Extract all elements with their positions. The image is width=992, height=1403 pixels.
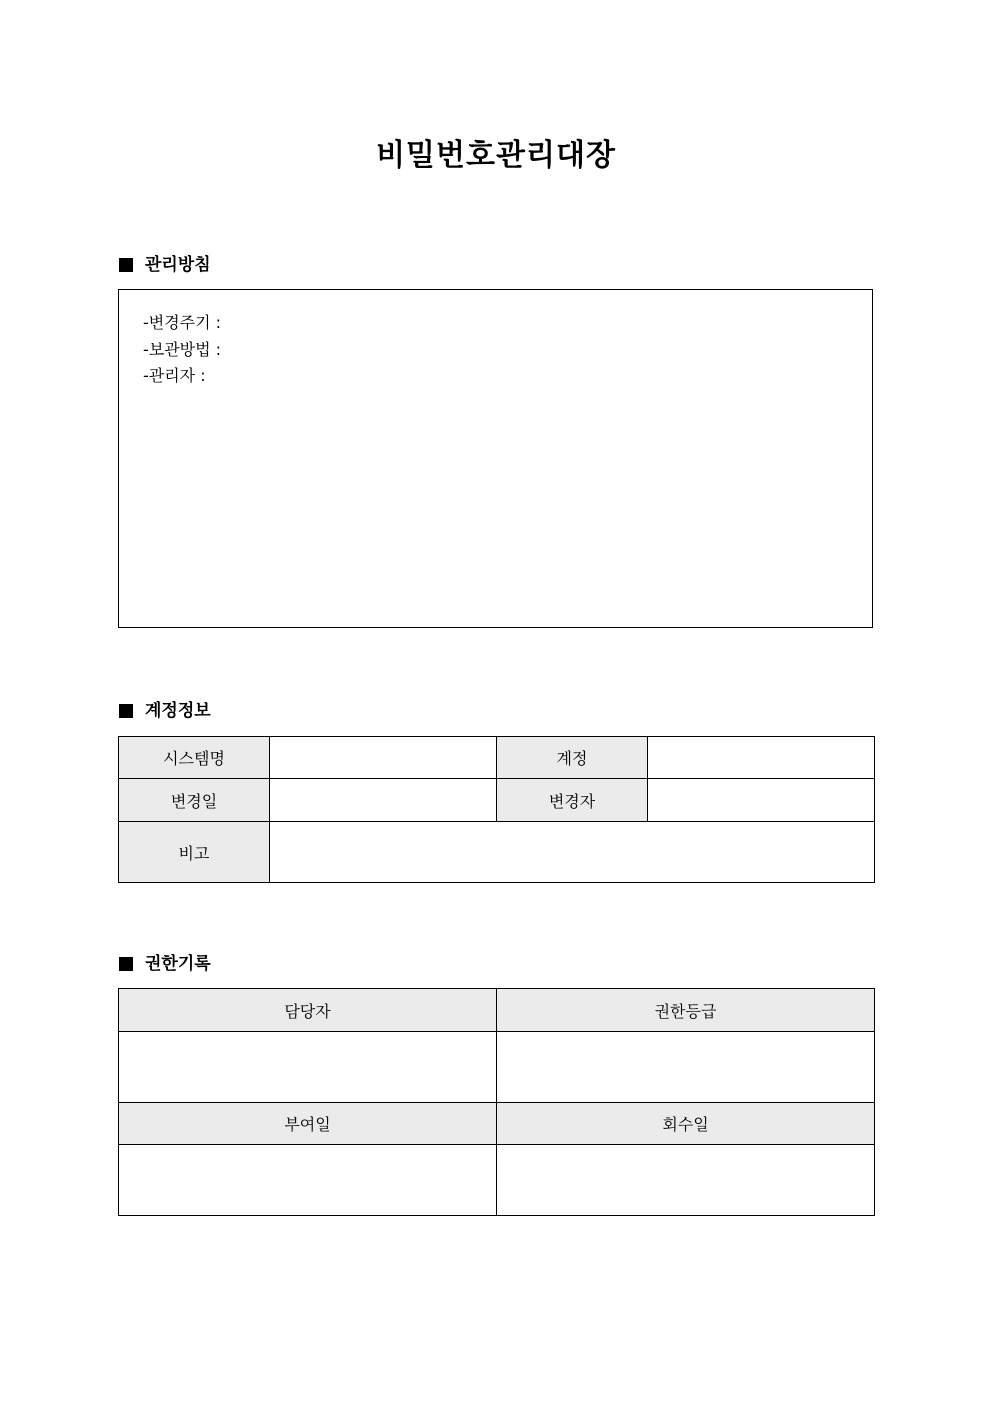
- account-label: 계정: [497, 737, 648, 779]
- account-info-table: [118, 736, 875, 883]
- square-bullet-icon: [119, 957, 133, 971]
- section-heading-account: [119, 699, 211, 723]
- change-date-field[interactable]: [270, 779, 497, 822]
- table-row: [119, 822, 875, 883]
- table-row: [119, 779, 875, 822]
- manager-field[interactable]: [119, 1032, 497, 1103]
- section-heading-policy-label: 관리방침: [145, 255, 211, 275]
- remarks-label: 비고: [119, 822, 270, 883]
- change-date-label: 변경일: [119, 779, 270, 822]
- changer-field[interactable]: [648, 779, 875, 822]
- table-row: [119, 989, 875, 1032]
- grant-date-field[interactable]: [119, 1145, 497, 1216]
- table-row: [119, 737, 875, 779]
- policy-line-change-cycle: -변경주기 :: [143, 313, 222, 332]
- remarks-field[interactable]: [270, 822, 875, 883]
- permission-record-table: [118, 988, 875, 1216]
- section-heading-permission: [119, 952, 211, 976]
- square-bullet-icon: [119, 258, 133, 272]
- table-row: [119, 1032, 875, 1103]
- document-title: 비밀번호관리대장: [376, 138, 616, 173]
- section-heading-account-label: 계정정보: [145, 701, 211, 721]
- section-heading-policy: [119, 253, 211, 277]
- section-heading-permission-label: 권한기록: [145, 954, 211, 974]
- policy-line-manager: -관리자 :: [143, 366, 206, 385]
- policy-box[interactable]: [118, 289, 873, 628]
- table-row: [119, 1145, 875, 1216]
- system-name-label: 시스템명: [119, 737, 270, 779]
- square-bullet-icon: [119, 704, 133, 718]
- permission-level-field[interactable]: [497, 1032, 875, 1103]
- account-field[interactable]: [648, 737, 875, 779]
- manager-label: 담당자: [119, 989, 497, 1032]
- grant-date-label: 부여일: [119, 1103, 497, 1145]
- system-name-field[interactable]: [270, 737, 497, 779]
- revoke-date-field[interactable]: [497, 1145, 875, 1216]
- changer-label: 변경자: [497, 779, 648, 822]
- revoke-date-label: 회수일: [497, 1103, 875, 1145]
- policy-line-storage-method: -보관방법 :: [143, 339, 222, 359]
- permission-level-label: 권한등급: [497, 989, 875, 1032]
- table-row: [119, 1103, 875, 1145]
